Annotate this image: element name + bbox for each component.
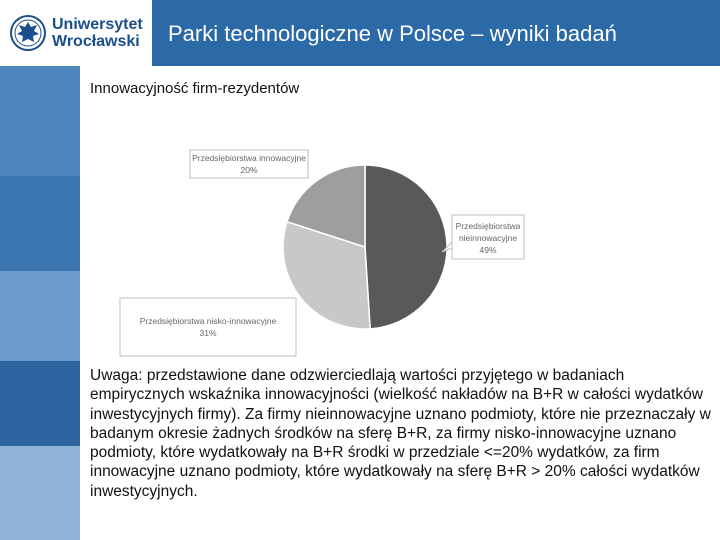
pie-slice-nieinnowacyjne [365, 165, 447, 329]
methodology-note: Uwaga: przedstawione dane odzwierciedlają wartości przyjętego w badaniach empirycznych wskaźnika innowacyjności (wielkość nakładów na B+R w całości wydatków inwestycyjnych firmy). Za firmy nieinnowacyjne uznano podmioty, które nie przeznaczały w badanym okresie żadnych środków na sferę B+R, za firmy nisko-innowacyjne uznano podmioty, które wydatkowały na B+R środki w przedziale <=20% wydatków, za firm innowacyjne uznano podmioty, które wydatkowały na sferę B+R > 20% całości wydatków inwestycyjnych. [90, 367, 711, 500]
section-subtitle: Innowacyjność firm-rezydentów [90, 80, 300, 97]
slice-value-nisko-innowacyjne: 31% [199, 328, 217, 338]
pie-chart [110, 140, 630, 360]
sidebar-tile [0, 271, 80, 361]
slice-label-innowacyjne: Przedsiębiorstwa innowacyjne [192, 153, 306, 163]
slice-value-nieinnowacyjne: 49% [479, 245, 497, 255]
university-logo [0, 0, 152, 66]
slice-label-nieinnowacyjne: Przedsiębiorstwa [455, 221, 521, 231]
slice-value-innowacyjne: 20% [240, 165, 258, 175]
slice-label2-nieinnowacyjne: nieinnowacyjne [458, 233, 518, 243]
sidebar-tile [0, 176, 80, 271]
slice-label-nisko-innowacyjne: Przedsiębiorstwa nisko-innowacyjne [139, 316, 277, 326]
slide-title: Parki technologiczne w Polsce – wyniki badań [168, 21, 617, 46]
callout-nisko-innowacyjne [120, 298, 296, 356]
sidebar-tile [0, 446, 80, 540]
title-bar [152, 0, 720, 66]
callout-nieinnowacyjne [442, 215, 524, 259]
sidebar-decoration [0, 0, 80, 540]
sidebar-tile [0, 361, 80, 446]
sidebar-tile [0, 66, 80, 176]
pie-slices [283, 165, 447, 329]
callout-innowacyjne [190, 150, 308, 178]
eagle-emblem-icon [10, 11, 46, 55]
logo-text-line2: Wrocławski [52, 33, 140, 50]
logo-text-line1: Uniwersytet [52, 16, 143, 33]
